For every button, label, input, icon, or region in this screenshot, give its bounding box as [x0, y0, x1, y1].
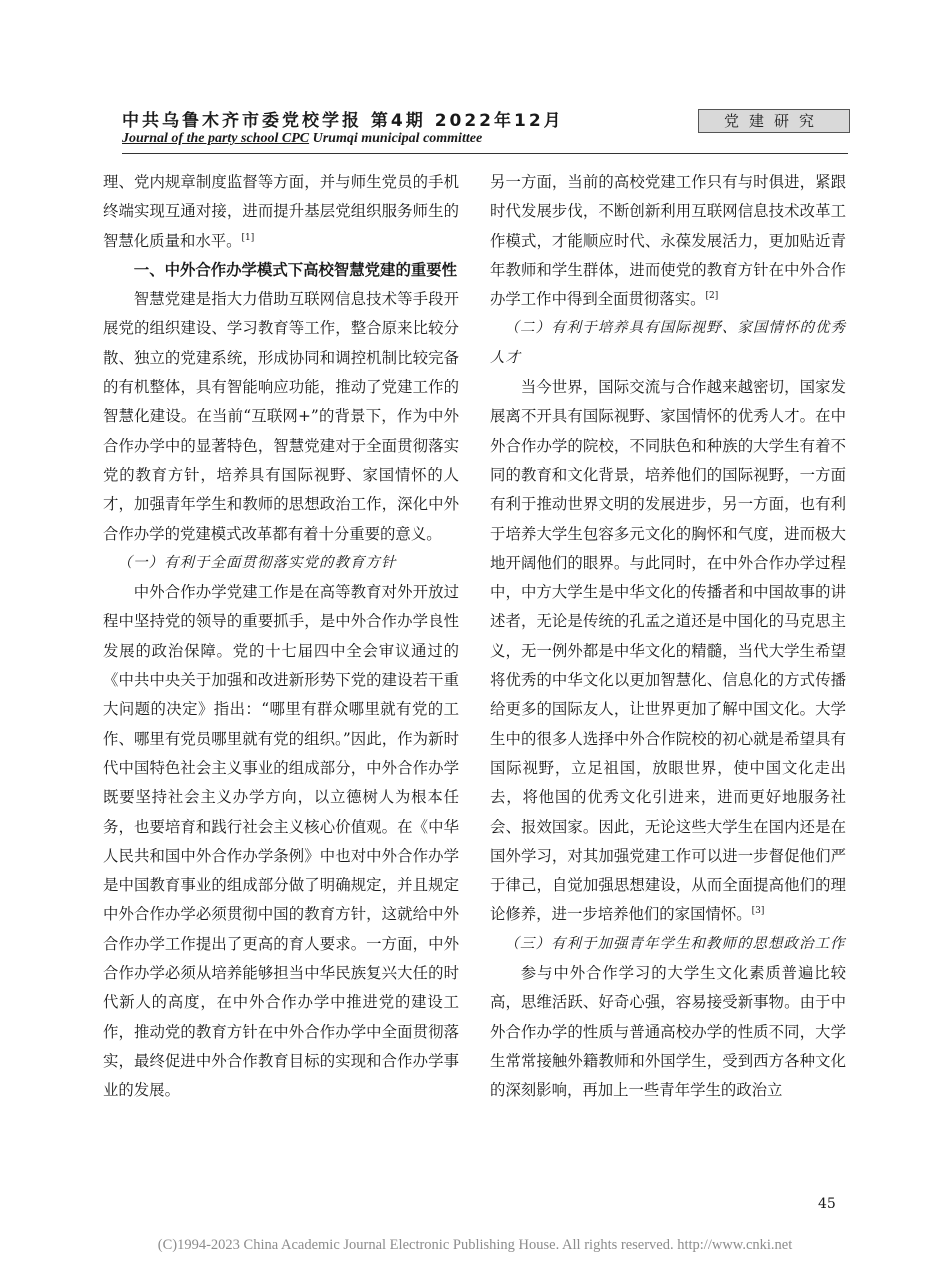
paragraph: 当今世界，国际交流与合作越来越密切，国家发展离不开具有国际视野、家国情怀的优秀人才。在中外合作办学的院校，不同肤色和种族的大学生有着不同的教育和文化背景，培养他们的国际视野，一方面有利于推动世界文明的发展进步，另一方面，也有利于培养大学生包容多元文化的胸怀和气度，进而极大地开阔他们的眼界。与此同时，在中外合作办学过程中，中方大学生是中华文化的传播者和中国故事的讲述者，无论是传统的孔孟之道还是中国化的马克思主义，无一例外都是中华文化的精髓，当代大学生希望将优秀的中华文化以更加智慧化、信息化的方式传播给更多的国际友人，让世界更加了解中国文化。大学生中的很多人选择中外合作院校的初心就是希望具有国际视野，立足祖国，放眼世界，使中国文化走出去，将他国的优秀文化引进来，进而更好地服务社会、报效国家。因此，无论这些大学生在国内还是在国外学习，对其加强党建工作可以进一步督促他们严于律己，自觉加强思想建设，从而全面提高他们的理论修养，进一步培养他们的家国情怀。[3] — [490, 378, 846, 924]
paragraph: 另一方面，当前的高校党建工作只有与时俱进，紧跟时代发展步伐，不断创新利用互联网信息技术改革工作模式，才能顺应时代、永葆发展活力，更加贴近青年教师和学生群体，进而使党的教育方针在中外合作办学工作中得到全面贯彻落实。[2] — [490, 173, 846, 309]
issue-number: 第4期 — [370, 111, 426, 131]
subsection-heading: （二）有利于培养具有国际视野、家国情怀的优秀人才 — [490, 320, 846, 366]
citation: [3] — [751, 906, 765, 917]
subsection-heading: （三）有利于加强青年学生和教师的思想政治工作 — [504, 935, 846, 952]
journal-title-en — [122, 131, 482, 147]
paragraph: 参与中外合作学习的大学生文化素质普遍比较高，思维活跃、好奇心强，容易接受新事物。由于中外合作办学的性质与普通高校办学的性质不同，大学生常常接触外籍教师和外国学生，受到西方各种文化的深刻影响，再加上一些青年学生的政治立 — [490, 964, 846, 1100]
journal-name-en-part1: Journal of the party school CPC — [122, 131, 310, 146]
section-heading: 一、中外合作办学模式下高校智慧党建的重要性 — [133, 260, 458, 279]
paragraph: 中外合作办学党建工作是在高等教育对外开放过程中坚持党的领导的重要抓手，是中外合作办学良性发展的政治保障。党的十七届四中全会审议通过的《中共中央关于加强和改进新形势下党的建设若干重大问题的决定》指出：“哪里有群众哪里就有党的工作、哪里有党员哪里就有党的组织。”因此，作为新时代中国特色社会主义事业的组成部分，中外合作办学既要坚持社会主义办学方向，以立德树人为根本任务，也要培育和践行社会主义核心价值观。在《中华人民共和国中外合作办学条例》中也对中外合作办学是中国教育事业的组成部分做了明确规定，并且规定中外合作办学必须贯彻中国的教育方针，这就给中外合作办学工作提出了更高的育人要求。一方面，中外合作办学必须从培养能够担当中华民族复兴大任的时代新人的高度，在中外合作办学中推进党的建设工作，推动党的教育方针在中外合作办学中全面贯彻落实，最终促进中外合作教育目标的实现和合作办学事业的发展。 — [103, 583, 459, 1100]
citation: [1] — [241, 232, 255, 243]
left-column — [103, 168, 459, 1106]
header-divider — [122, 153, 848, 154]
subsection-heading: （一）有利于全面贯彻落实党的教育方针 — [117, 554, 397, 571]
page-number: 45 — [818, 1196, 836, 1212]
journal-title-cn — [122, 106, 564, 131]
paragraph: 理、党内规章制度监督等方面，并与师生党员的手机终端实现互通对接，进而提升基层党组织服务师生的智慧化质量和水平。[1] — [103, 173, 459, 250]
journal-name-en-part2: Urumqi municipal committee — [309, 131, 483, 146]
issue-date: 2022年12月 — [434, 111, 564, 131]
journal-name-cn: 中共乌鲁木齐市委党校学报 — [122, 111, 362, 131]
citation: [2] — [705, 291, 719, 302]
section-label: 党建研究 — [698, 109, 850, 133]
copyright-notice: (C)1994-2023 China Academic Journal Electronic Publishing House. All rights reserved. http://www.cnki.net — [157, 1237, 793, 1253]
right-column — [490, 168, 846, 1106]
paragraph: 智慧党建是指大力借助互联网信息技术等手段开展党的组织建设、学习教育等工作，整合原来比较分散、独立的党建系统，形成协同和调控机制比较完备的有机整体，具有智能响应功能，推动了党建工作的智慧化建设。在当前“互联网+”的背景下，作为中外合作办学中的显著特色，智慧党建对于全面贯彻落实党的教育方针，培养具有国际视野、家国情怀的人才，加强青年学生和教师的思想政治工作，深化中外合作办学的党建模式改革都有着十分重要的意义。 — [103, 290, 459, 543]
